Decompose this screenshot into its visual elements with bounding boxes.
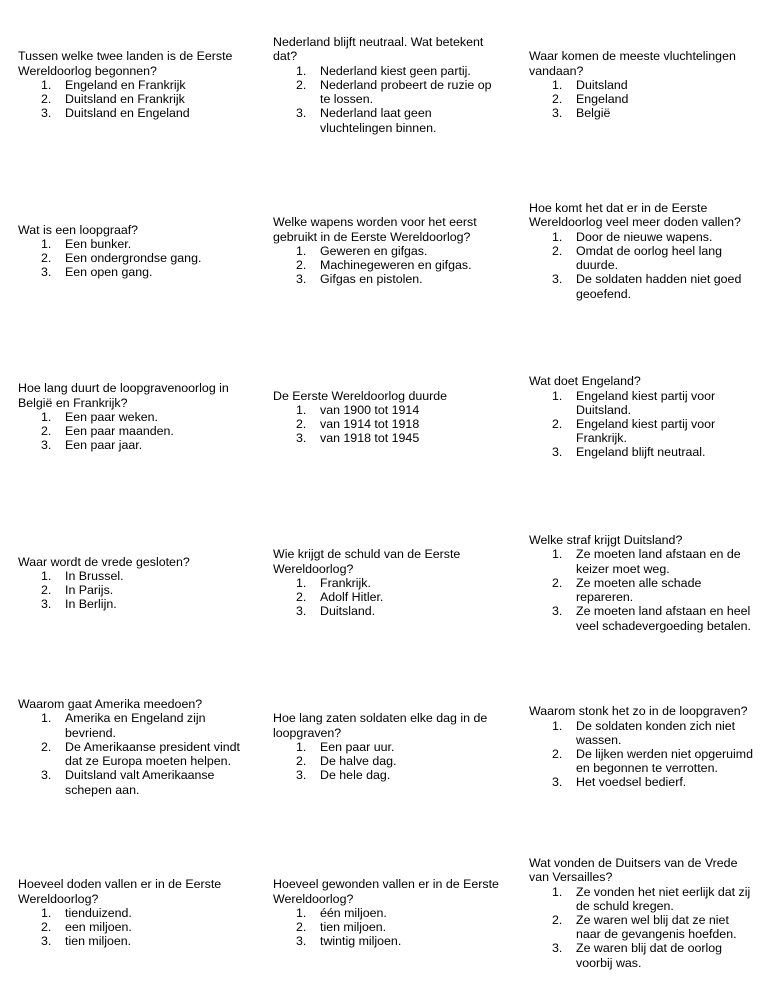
card-question: Wat vonden de Duitsers van de Vrede van Versailles? [529,856,738,885]
option-text: In Berlijn. [65,597,117,612]
answer-option [529,719,753,747]
answer-option [18,934,246,948]
answer-option [18,569,246,583]
option-number: 3. [552,106,563,121]
answer-list [529,547,753,632]
card-question: Waarom gaat Amerika meedoen? [18,697,203,712]
answer-option [18,92,246,106]
answer-option [18,597,246,611]
answer-list [273,906,501,949]
quiz-card [18,830,246,996]
quiz-card [18,334,246,500]
option-number: 1. [296,575,307,590]
answer-option [529,92,753,106]
answer-option [273,768,501,782]
answer-option [529,775,753,789]
option-number: 1. [552,547,563,562]
option-text: Gifgas en pistolen. [320,272,423,287]
option-number: 2. [552,92,563,107]
answer-option [273,920,501,934]
answer-option [18,740,246,768]
quiz-card [529,168,753,334]
option-text: Nederland laat geen vluchtelingen binnen. [320,106,437,135]
option-text: De soldaten konden zich niet wassen. [576,718,736,747]
option-number: 3. [41,934,52,949]
answer-list [273,576,501,619]
answer-list [529,78,753,121]
option-number: 2. [41,739,52,754]
option-text: Geweren en gifgas. [320,243,428,258]
option-text: Engeland kiest partij voor Frankrijk. [576,417,716,446]
answer-option [529,78,753,92]
option-number: 3. [296,106,307,121]
option-number: 2. [41,424,52,439]
option-number: 2. [41,920,52,935]
option-text: De Amerikaanse president vindt dat ze Europa moeten helpen. [65,739,240,769]
answer-list [18,410,246,453]
option-text: Het voedsel bedierf. [576,775,687,790]
option-number: 2. [296,754,307,769]
answer-list [529,389,753,460]
answer-list [273,244,501,287]
answer-list [18,906,246,949]
option-text: Duitsland en Frankrijk [65,92,185,107]
option-number: 2. [296,920,307,935]
option-number: 2. [552,417,563,431]
option-text: tienduizend. [65,905,132,920]
card-question: De Eerste Wereldoorlog duurde [273,388,448,403]
answer-option [18,265,246,279]
option-text: Een ondergrondse gang. [65,251,202,265]
card-question: Wie krijgt de schuld van de Eerste Wereldoorlog? [273,547,461,576]
option-text: Engeland [576,92,629,107]
card-question: Wat is een loopgraaf? [18,222,139,237]
quiz-card [18,500,246,666]
option-text: Ze waren blij dat de oorlog voorbij was. [576,941,723,970]
option-text: De lijken werden niet opgeruimd en begonnen te verrotten. [576,747,754,776]
option-text: Door de nieuwe wapens. [576,229,713,244]
option-number: 2. [296,590,307,605]
answer-option [529,941,753,969]
card-question: Hoeveel doden vallen er in de Eerste Wereldoorlog? [18,877,222,906]
card-question: Welke wapens worden voor het eerst gebruikt in de Eerste Wereldoorlog? [273,215,477,244]
option-text: tien miljoen. [320,920,387,935]
option-number: 3. [552,445,563,460]
option-number: 1. [296,63,307,78]
option-text: Ze moeten land afstaan en de keizer moet weg. [576,547,741,576]
quiz-card [273,168,501,334]
option-number: 3. [296,934,307,949]
option-number: 2. [552,747,563,761]
answer-option [529,445,753,459]
option-text: Frankrijk. [320,575,371,590]
option-text: De hele dag. [320,768,391,783]
answer-list [18,569,246,612]
answer-option [18,906,246,920]
answer-option [273,431,501,445]
option-number: 3. [41,106,52,121]
option-text: van 1918 tot 1945 [320,431,420,446]
option-text: Een paar maanden. [65,424,174,439]
option-number: 3. [296,272,307,287]
option-text: Amerika en Engeland zijn bevriend. [65,711,206,740]
option-text: een miljoen. [65,920,132,935]
answer-list [529,719,753,790]
answer-option [273,740,501,754]
answer-option [273,604,501,618]
answer-option [18,583,246,597]
option-text: Ze vonden het niet eerlijk dat zij de schuld kregen. [576,884,751,913]
option-text: Engeland blijft neutraal. [576,445,706,460]
answer-option [273,244,501,258]
option-text: Duitsland en Engeland [65,106,190,121]
quiz-card [529,830,753,996]
option-number: 3. [41,597,52,612]
option-number: 2. [296,77,307,92]
card-question: Tussen welke twee landen is de Eerste Wereldoorlog begonnen? [18,49,233,78]
option-text: Nederland kiest geen partij. [320,63,471,78]
card-question: Nederland blijft neutraal. Wat betekent dat? [273,35,484,64]
option-number: 3. [41,438,52,453]
answer-option [529,747,753,775]
answer-option [529,576,753,604]
option-number: 1. [296,739,307,754]
card-question: Welke straf krijgt Duitsland? [529,533,683,548]
answer-option [529,389,753,417]
option-number: 1. [552,884,563,899]
quiz-card [273,334,501,500]
option-text: In Brussel. [65,568,124,583]
option-number: 2. [552,913,563,927]
option-number: 2. [552,243,563,258]
option-number: 2. [41,251,52,265]
option-text: Duitsland valt Amerikaanse schepen aan. [65,768,215,797]
option-number: 3. [41,768,52,783]
quiz-card [529,334,753,500]
option-text: Machinegeweren en gifgas. [320,258,472,273]
quiz-card [273,664,501,830]
option-number: 1. [41,77,52,92]
answer-list [18,711,246,796]
option-number: 1. [41,409,52,424]
answer-option [18,920,246,934]
quiz-card [273,2,501,168]
answer-option [273,106,501,134]
option-number: 1. [296,243,307,258]
option-number: 3. [296,768,307,783]
answer-option [273,417,501,431]
answer-option [529,230,753,244]
answer-option [529,604,753,632]
quiz-card [273,830,501,996]
option-text: Een paar weken. [65,409,158,424]
answer-option [529,417,753,445]
option-number: 1. [552,718,563,733]
option-text: Een bunker. [65,236,132,251]
option-text: tien miljoen. [65,934,132,949]
answer-list [273,403,501,446]
answer-list [529,885,753,970]
answer-option [18,438,246,452]
answer-option [18,251,246,265]
option-text: Ze waren wel blij dat ze niet naar de gevangenis hoefden. [576,913,737,942]
option-text: Nederland probeert de ruzie op te lossen. [320,77,492,107]
answer-option [273,272,501,286]
option-number: 2. [296,258,307,273]
card-question: Waar komen de meeste vluchtelingen vandaan? [529,49,736,78]
option-number: 1. [296,402,307,417]
answer-option [273,403,501,417]
option-number: 3. [552,272,563,287]
answer-option [18,106,246,120]
option-number: 2. [41,583,52,597]
option-number: 1. [41,236,52,251]
card-question: Hoe lang zaten soldaten elke dag in de loopgraven? [273,711,488,740]
card-question: Hoe lang duurt de loopgravenoorlog in België en Frankrijk? [18,381,229,410]
answer-option [273,590,501,604]
answer-option [273,78,501,106]
answer-option [529,272,753,300]
option-text: De halve dag. [320,754,397,769]
option-text: Engeland en Frankrijk [65,77,186,92]
quiz-card [529,2,753,168]
option-number: 1. [41,568,52,583]
option-text: Duitsland. [320,604,376,619]
option-number: 1. [41,711,52,726]
option-number: 3. [41,265,52,280]
answer-option [529,913,753,941]
answer-option [18,711,246,739]
answer-option [18,78,246,92]
answer-option [273,754,501,768]
option-text: van 1914 tot 1918 [320,417,420,431]
card-question: Waar wordt de vrede gesloten? [18,554,190,569]
quiz-card [18,2,246,168]
answer-option [529,885,753,913]
option-text: Engeland kiest partij voor Duitsland. [576,388,716,417]
option-text: Een paar uur. [320,739,395,754]
answer-option [18,768,246,796]
quiz-card [18,664,246,830]
answer-list [273,64,501,135]
answer-option [273,258,501,272]
card-question: Waarom stonk het zo in de loopgraven? [529,704,748,719]
option-text: Ze moeten alle schade repareren. [576,575,702,605]
option-number: 2. [296,417,307,431]
answer-option [273,64,501,78]
quiz-card [273,500,501,666]
answer-list [18,78,246,121]
card-question: Hoe komt het dat er in de Eerste Wereldoorlog veel meer doden vallen? [529,201,741,230]
option-text: twintig miljoen. [320,934,402,949]
answer-list [18,237,246,280]
answer-option [529,547,753,575]
option-number: 3. [296,431,307,446]
answer-option [529,244,753,272]
option-text: De soldaten hadden niet goed geoefend. [576,272,742,301]
option-number: 1. [296,905,307,920]
option-text: België [576,106,611,121]
option-number: 2. [41,92,52,107]
option-text: één miljoen. [320,905,387,920]
answer-option [18,237,246,251]
answer-list [273,740,501,783]
option-number: 1. [552,229,563,244]
option-text: Een paar jaar. [65,438,143,453]
option-text: van 1900 tot 1914 [320,402,420,417]
option-text: Adolf Hitler. [320,590,384,605]
option-number: 3. [296,604,307,619]
option-text: In Parijs. [65,583,114,597]
option-text: Omdat de oorlog heel lang duurde. [576,243,723,273]
quiz-card [18,168,246,334]
answer-option [273,576,501,590]
option-number: 2. [552,575,563,590]
option-number: 1. [41,905,52,920]
quiz-card [529,664,753,830]
option-text: Duitsland [576,77,628,92]
answer-option [529,106,753,120]
quiz-card [529,500,753,666]
answer-option [18,410,246,424]
option-number: 1. [552,388,563,403]
answer-option [273,906,501,920]
card-question: Hoeveel gewonden vallen er in de Eerste Wereldoorlog? [273,877,499,906]
option-text: Een open gang. [65,265,153,280]
answer-option [273,934,501,948]
card-question: Wat doet Engeland? [529,374,641,389]
option-text: Ze moeten land afstaan en heel veel schadevergoeding betalen. [576,604,751,633]
option-number: 1. [552,77,563,92]
option-number: 3. [552,604,563,619]
answer-option [18,424,246,438]
option-number: 3. [552,775,563,790]
option-number: 3. [552,941,563,956]
answer-list [529,230,753,301]
